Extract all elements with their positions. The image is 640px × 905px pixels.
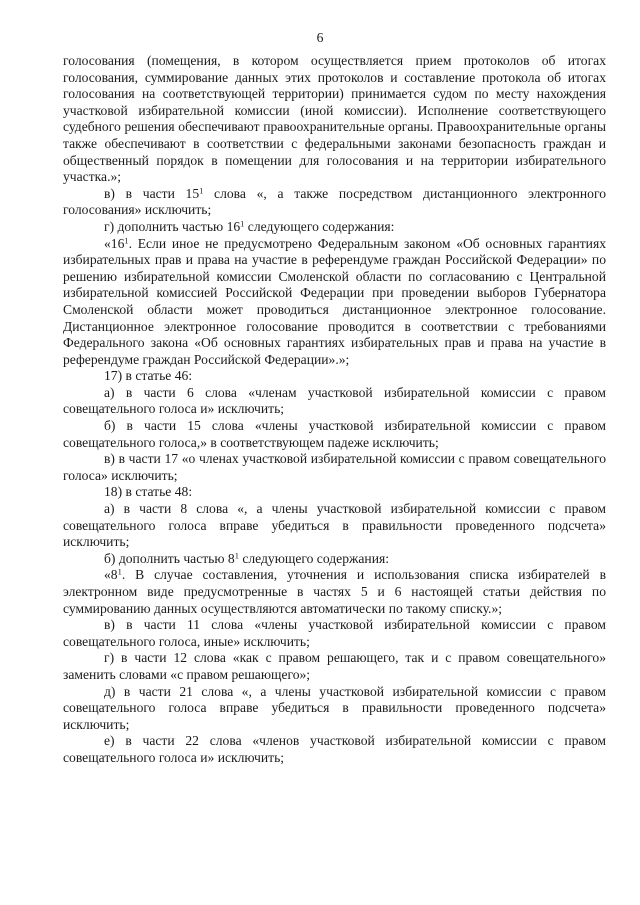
paragraph: е) в части 22 слова «членов участковой избирательной комиссии с правом совещательного голоса и» исключить; (63, 733, 606, 765)
paragraph: в) в части $15^1$ слова «, а также посредством дистанционного электронного голосования» исключить; (63, 185, 606, 218)
paragraph: «$16^1$. Если иное не предусмотрено Федеральным законом «Об основных гарантиях избирательных прав и права на участие в референдуме граждан Российской Федерации» по решению избирательной комиссии Смоленской области по согласованию с Центральной избирательной комиссией Российской Федерации при проведении выборов Губернатора Смоленской области может проводиться дистанционное электронное голосование. Дистанционное электронное голосование проводится в соответствии с требованиями Федерального закона «Об основных гарантиях избирательных прав и права на участие в референдуме граждан Российской Федерации».»; (63, 234, 606, 367)
paragraph: а) в части 8 слова «, а члены участковой избирательной комиссии с правом совещательного голоса вправе убедиться в правильности проведенного подсчета» исключить; (63, 501, 606, 550)
document-body (63, 53, 606, 767)
paragraph: 18) в статье 48: (104, 484, 193, 500)
paragraph: г) в части 12 слова «как с правом решающего, так и с правом совещательного» заменить словами «с правом решающего»; (63, 650, 606, 682)
page-number: 6 (316, 30, 324, 45)
paragraph: б) в части 15 слова «члены участковой избирательной комиссии с правом совещательного голоса,» в соответствующем падеже исключить; (63, 418, 606, 450)
superscript: 1 (199, 185, 204, 196)
paragraph: «$8^1$. В случае составления, уточнения и использования списка избирателей в электронном виде предусмотренные в частях 5 и 6 настоящей статьи действия по суммированию данных осуществляются автоматически по такому списку.»; (63, 566, 606, 616)
superscript: 1 (117, 566, 122, 577)
paragraph: б) дополнить частью $8^1$ следующего содержания: (104, 550, 389, 566)
paragraph: а) в части 6 слова «членам участковой избирательной комиссии с правом совещательного голоса и» исключить; (63, 384, 606, 417)
paragraph: в) в части 11 слова «члены участковой избирательной комиссии с правом совещательного голоса, иные» исключить; (63, 617, 606, 649)
paragraph: д) в части 21 слова «, а члены участковой избирательной комиссии с правом совещательного голоса вправе убедиться в правильности проведенного подсчета» исключить; (63, 683, 606, 732)
superscript: 1 (234, 550, 239, 561)
paragraph: голосования (помещения, в котором осуществляется прием протоколов об итогах голосования, суммирование данных этих протоколов и составление протокола об итогах голосования на соответствующей территории) принимается судом по месту нахождения участковой избирательной комиссии (иной комиссии). Исполнение соответствующего судебного решения обеспечивают правоохранительные органы. Правоохранительные органы также обеспечивают в соответствии с федеральными законами безопасность граждан и общественный порядок в помещении для голосования и на территории избирательного участка.»; (63, 53, 606, 185)
superscript: 1 (124, 234, 129, 245)
paragraph: г) дополнить частью $16^1$ следующего содержания: (104, 218, 395, 234)
paragraph: 17) в статье 46: (104, 368, 193, 384)
superscript: 1 (240, 218, 245, 229)
paragraph: в) в части 17 «о членах участковой избирательной комиссии с правом совещательного голоса» исключить; (63, 451, 606, 483)
